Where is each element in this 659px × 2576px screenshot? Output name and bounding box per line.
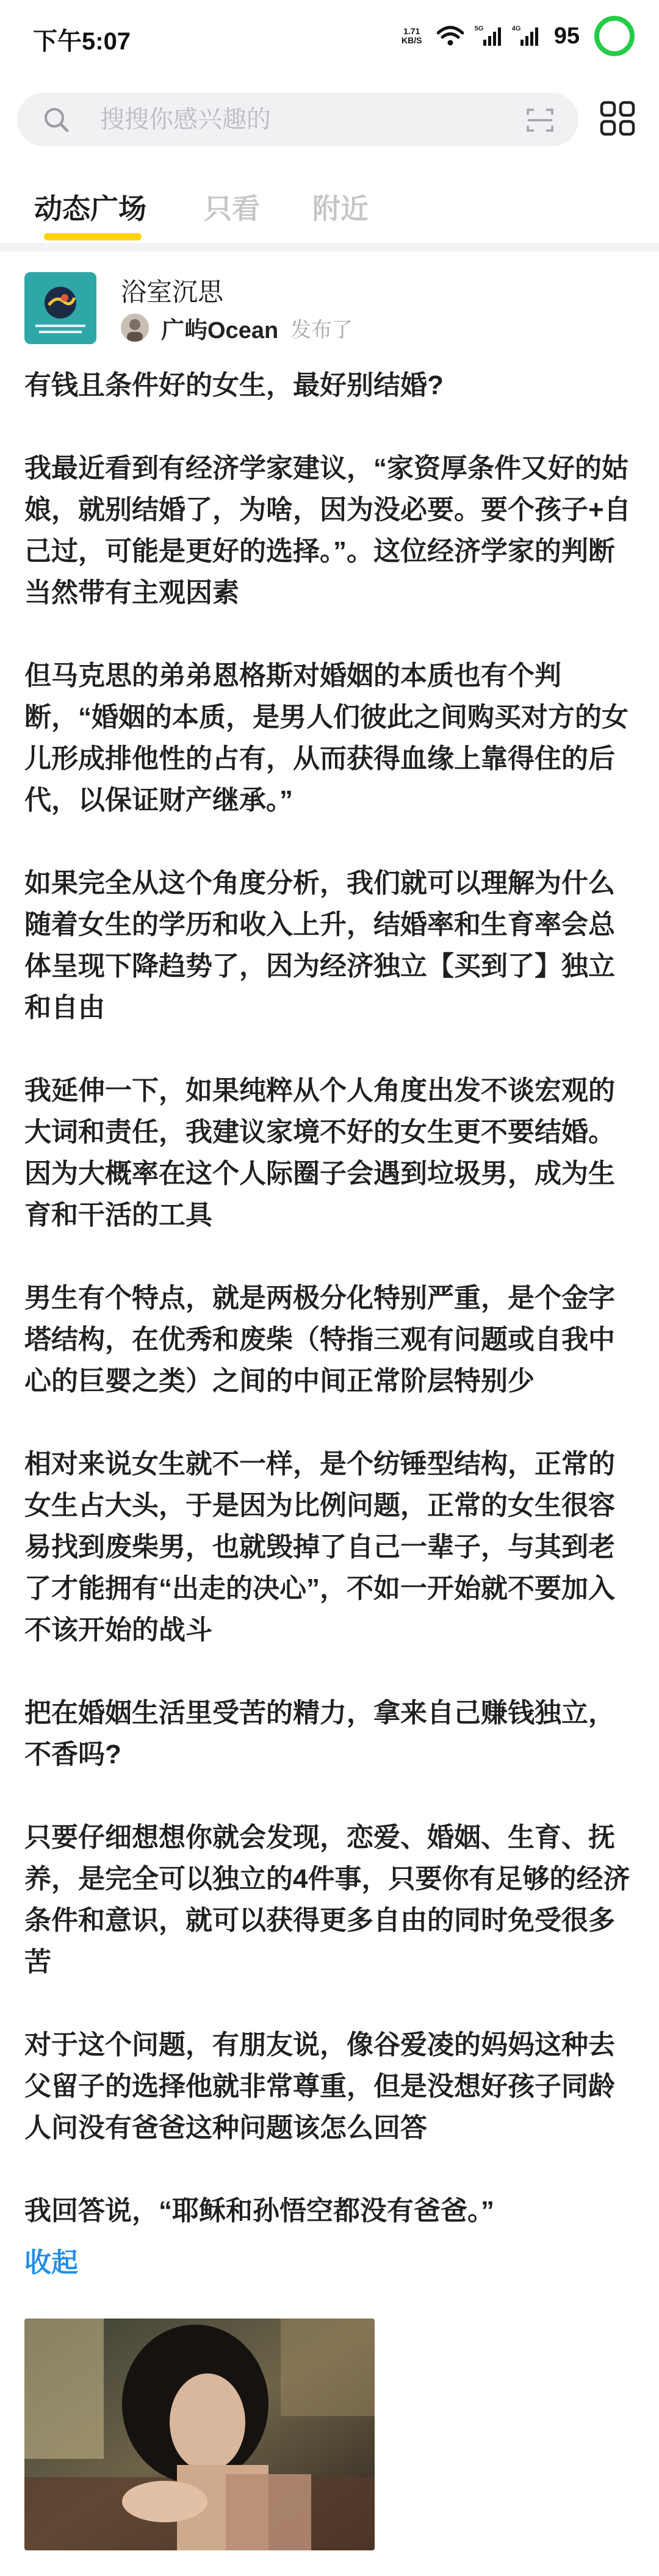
network-speed-value: 1.71 bbox=[403, 26, 420, 36]
post-paragraph: 如果完全从这个角度分析，我们就可以理解为什么随着女生的学历和收入上升，结婚率和生育率会总体呈现下降趋势了，因为经济独立【买到了】独立和自由 bbox=[24, 868, 615, 1023]
network-speed bbox=[398, 27, 426, 45]
signal-4g-label: 4G bbox=[511, 25, 521, 32]
post-image bbox=[24, 2319, 375, 2550]
status-bar bbox=[0, 0, 659, 73]
feed-tabs bbox=[0, 174, 659, 242]
post-paragraph: 只要仔细想想你就会发现，恋爱、婚姻、生育、抚养，是完全可以独立的4件事，只要你有足够的经济条件和意识，就可以获得更多自由的同时免受很多苦 bbox=[24, 1822, 630, 1977]
search-bar[interactable] bbox=[17, 93, 578, 146]
search-icon bbox=[43, 106, 70, 133]
post-paragraph: 但马克思的弟弟恩格斯对婚姻的本质也有个判断，“婚姻的本质，是男人们彼此之间购买对方的女儿形成排他性的占有，从而获得血缘上靠得住的后代，以保证财产继承。” bbox=[24, 661, 628, 815]
post-paragraph: 我延伸一下，如果纯粹从个人角度出发不谈宏观的大词和责任，我建议家境不好的女生更不要结婚。因为大概率在这个人际圈子会遇到垃圾男，成为生育和干活的工具 bbox=[24, 1076, 615, 1230]
post-paragraph: 把在婚姻生活里受苦的精力，拿来自己赚钱独立，不香吗? bbox=[24, 1698, 615, 1769]
tab-square[interactable]: 动态广场 bbox=[34, 193, 146, 225]
divider bbox=[0, 243, 659, 251]
status-icons bbox=[398, 15, 635, 57]
author-avatar[interactable] bbox=[121, 314, 149, 342]
post-paragraph: 男生有个特点，就是两极分化特别严重，是个金字塔结构，在优秀和废柴（特指三观有问题或自我中心的巨婴之类）之间的中间正常阶层特别少 bbox=[24, 1283, 615, 1396]
tab-only-view[interactable]: 只看 bbox=[204, 193, 260, 225]
collapse-link[interactable]: 收起 bbox=[24, 2248, 78, 2278]
status-time: 下午5:07 bbox=[33, 28, 131, 55]
post-photo[interactable] bbox=[24, 2319, 375, 2550]
wifi-icon bbox=[437, 26, 464, 46]
post-paragraph: 有钱且条件好的女生，最好别结婚? bbox=[24, 370, 444, 400]
author-row bbox=[121, 312, 353, 343]
post-paragraph: 我回答说，“耶稣和孙悟空都没有爸爸。” bbox=[24, 2196, 494, 2226]
search-input[interactable] bbox=[100, 104, 466, 135]
battery-icon bbox=[594, 16, 635, 56]
post-paragraph: 我最近看到有经济学家建议，“家资厚条件又好的姑娘，就别结婚了，为啥，因为没必要。要个孩子+自己过，可能是更好的选择。”。这位经济学家的判断当然带有主观因素 bbox=[24, 453, 631, 608]
signal-5g-label: 5G bbox=[474, 25, 484, 32]
post-paragraph: 对于这个问题，有朋友说，像谷爱凌的妈妈这种去父留子的选择他就非常尊重，但是没想好孩子同龄人问没有爸爸这种问题该怎么回答 bbox=[24, 2030, 615, 2143]
shower-thoughts-logo bbox=[24, 272, 96, 344]
network-speed-unit: KB/S bbox=[401, 35, 422, 45]
signal-5g-icon bbox=[475, 26, 501, 46]
signal-4g-icon bbox=[512, 26, 538, 46]
active-tab-indicator bbox=[44, 233, 142, 240]
circle-name[interactable]: 浴室沉思 bbox=[121, 278, 224, 306]
author-name[interactable]: 广屿Ocean bbox=[161, 317, 279, 344]
scan-icon[interactable] bbox=[526, 107, 554, 133]
publish-label: 发布了 bbox=[290, 318, 353, 342]
grid-icon[interactable] bbox=[599, 100, 636, 137]
post-body bbox=[24, 365, 635, 2232]
post-paragraph: 相对来说女生就不一样，是个纺锤型结构，正常的女生占大头，于是因为比例问题，正常的女生很容易找到废柴男，也就毁掉了自己一辈子，与其到老了才能拥有“出走的决心”，不如一开始就不要加入不该开始的战斗 bbox=[24, 1449, 615, 1645]
tab-nearby[interactable]: 附近 bbox=[312, 193, 369, 225]
battery-level: 95 bbox=[553, 23, 580, 49]
circle-avatar[interactable] bbox=[24, 272, 96, 344]
